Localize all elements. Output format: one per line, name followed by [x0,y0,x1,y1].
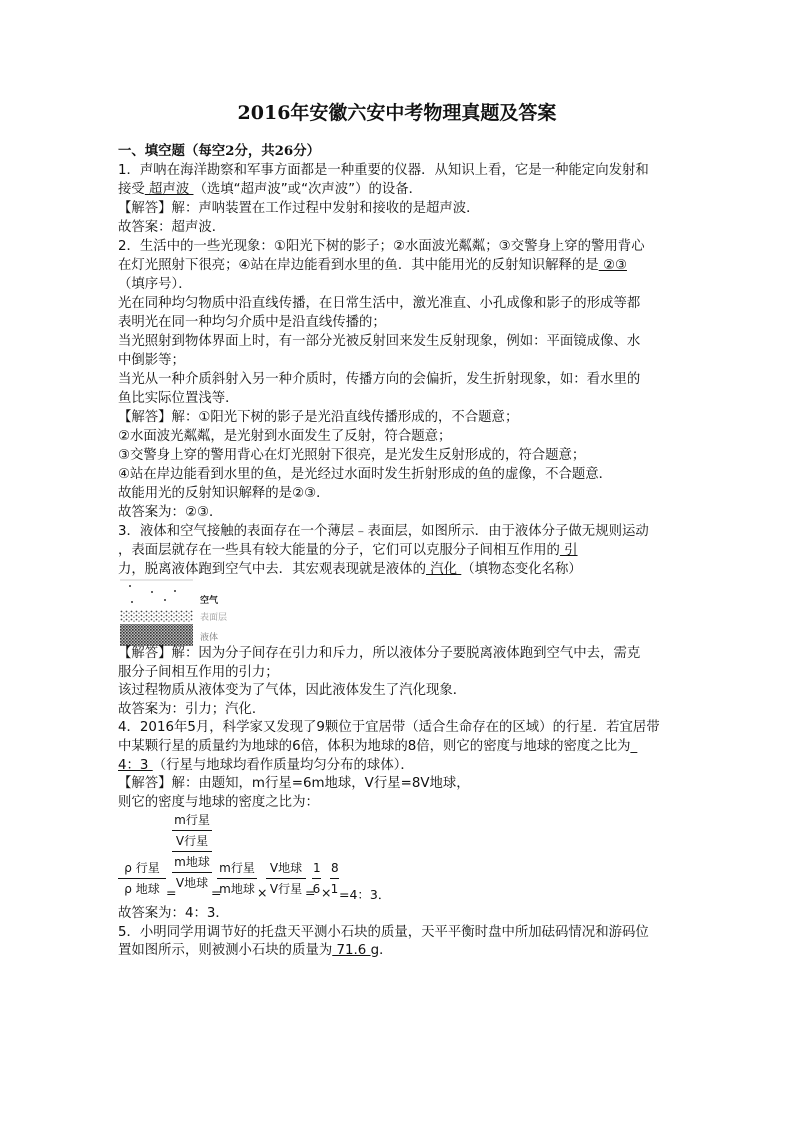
fraction-compound [172,810,212,893]
q4-answer: 4：3 [118,757,153,773]
q5-text [118,942,688,961]
text: （填物态变化名称） [461,562,582,577]
q3-answer-1: 引 [559,543,578,558]
q2-solution: 故能用光的反射知识解释的是②③． [118,486,330,501]
denominator: m地球 [172,852,212,873]
q3-text [118,560,688,579]
numerator: m行星 [172,810,212,831]
q2-final-answer: 故答案为：②③． [118,505,223,520]
equals: = [305,885,316,900]
q4-text: 4．2016年5月，科学家又发现了9颗位于宜居带（适合生命存在的区域）的行星．若宜居带 [118,720,660,736]
text: ，表面层就存在一些具有较大能量的分子，它们可以克服分子间相互作用的 [118,543,560,558]
figure-label-air: 空气 [200,596,219,606]
q2-solution: ③交警身上穿的警用背心在灯光照射下很亮，是光发生反射形成的，符合题意； [118,448,586,463]
section-2 [118,645,688,812]
q3-text [118,541,688,560]
q2-explanation: 当光照射到物体界面上时，有一部分光被反射回来发生反射现象，例如：平面镜成像、水 [118,334,641,349]
q3-solution: 该过程物质从液体变为了气体，因此液体发生了汽化现象． [118,683,467,699]
q2-text: 2．生活中的一些光现象：①阳光下树的影子；②水面波光粼粼；③交警身上穿的警用背心 [118,239,645,254]
q4-text: 中某颗行星的质量约为地球的6倍，体积为地球的8倍，则它的密度与地球的密度之比为_ [118,738,638,754]
fraction-eight [330,858,339,899]
q5-text: 5．小明同学用调节好的托盘天平测小石块的质量，天平平衡时盘中所加砝码情况和游码位 [118,924,649,940]
q1-final-answer: 故答案：超声波． [118,220,226,235]
times: × [321,885,332,900]
numerator: 1 [312,858,321,879]
times: × [257,885,268,900]
text: （选填“超声波”或“次声波”）的设备． [193,182,423,197]
numerator: V行星 [172,831,212,852]
q1-text: 1．声呐在海洋勘察和军事方面都是一种重要的仪器．从知识上看，它是一种能定向发射和 [118,163,649,178]
q3-answer-2: 汽化 [425,562,462,577]
q2-solution: ②水面波光粼粼，是光射到水面发生了反射，符合题意； [118,429,452,444]
q1-answer: 超声波 [144,182,194,197]
numerator: V地球 [266,858,306,879]
q4-final-answer: 故答案为：4：3． [118,906,229,921]
q2-explanation: 鱼比实际位置浅等． [118,391,239,406]
denominator: V行星 [269,882,303,896]
figure-label-liquid: 液体 [200,633,219,643]
section-3 [118,905,688,961]
figure-label-surface: 表面层 [200,613,228,623]
q2-explanation: 表明光在同一种均匀介质中是沿直线传播的； [118,315,386,330]
q2-explanation: 当光从一种介质斜射入另一种介质时，传播方向的会偏折，发生折射现象，如：看水里的 [118,372,641,387]
q4-solution: 则它的密度与地球的密度之比为： [118,794,319,810]
q4-solution: 【解答】解：由题知，m行星=6m地球，V行星=8V地球， [118,776,470,792]
numerator: ρ 行星 [118,858,166,879]
surface-layer-figure [120,578,230,646]
text: （行星与地球均看作质量均匀分布的球体）． [152,757,414,773]
text: 置如图所示，则被测小石块的质量为 [118,943,333,959]
q4-text [118,757,688,776]
equals: = [166,885,177,900]
q1-solution: 【解答】解：声呐装置在工作过程中发射和接收的是超声波． [118,201,480,216]
fraction-volume [266,858,306,899]
q2-solution: 【解答】解：①阳光下树的影子是光沿直线传播形成的，不合题意； [118,410,519,425]
q5-answer: 71.6 [332,943,371,959]
fraction-rho [118,858,166,899]
text: 在灯光照射下很亮；④站在岸边能看到水里的鱼．其中能用光的反射知识解释的是 [118,258,599,273]
numerator: m行星 [217,858,257,879]
section-heading: 一、填空题（每空2分，共26分） [118,143,321,159]
text: g． [370,943,393,959]
q2-solution: ④站在岸边能看到水里的鱼，是光经过水面时发生折射形成的鱼的虚像，不合题意． [118,467,613,482]
q3-solution: 服分子间相互作用的引力； [118,664,279,680]
q1-text [118,180,688,199]
q3-solution: 【解答】解：因为分子间存在引力和斥力，所以液体分子要脱离液体跑到空气中去，需克 [118,646,641,661]
page-title: 2016年安徽六安中考物理真题及答案 [237,102,557,124]
denominator: 6 [312,882,321,896]
q2-text [118,256,688,275]
q2-explanation: 光在同种均匀物质中沿直线传播，在日常生活中，激光准直、小孔成像和影子的形成等都 [118,296,641,311]
denominator: V地球 [175,876,209,890]
equals: = [211,885,222,900]
q3-final-answer: 故答案为：引力；汽化． [118,701,266,717]
numerator: 8 [330,858,339,879]
q2-text: （填序号）． [118,277,192,292]
denominator: ρ 地球 [124,882,160,896]
text: 接受 [118,182,145,197]
denominator: 1 [330,882,339,896]
text: 力，脱离液体跑到空气中去．其宏观表现就是液体的 [118,562,426,577]
section-1 [118,142,688,579]
fraction-mass [217,858,257,899]
denominator: m地球 [219,882,255,896]
formula-result: =4：3． [339,887,391,902]
q3-text: 3．液体和空气接触的表面存在一个薄层﹣表面层，如图所示．由于液体分子做无规则运动 [118,524,649,539]
fraction-one-sixth [312,858,321,899]
q2-answer: ②③ [598,258,627,273]
q2-explanation: 中倒影等； [118,353,185,368]
